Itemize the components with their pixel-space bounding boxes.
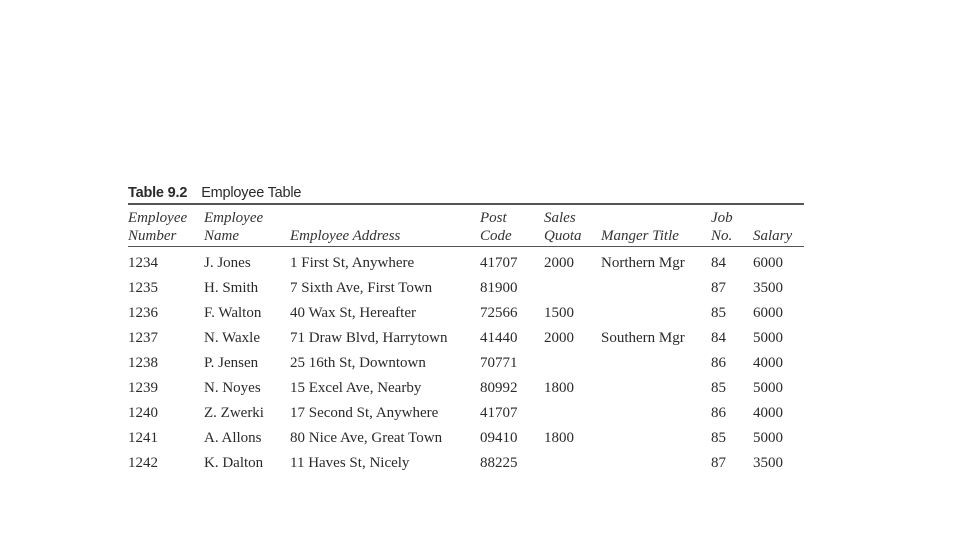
cell-job-no: 86: [711, 405, 726, 421]
column-header-line: Employee Address: [290, 228, 401, 244]
cell-employee-number: 1234: [128, 255, 158, 271]
cell-manager-title: [601, 301, 711, 326]
cell-salary: 6000: [753, 305, 783, 321]
cell-sales-quota: 2000: [544, 255, 574, 271]
cell-sales-quota: [544, 351, 601, 376]
cell-manager-title: [601, 401, 711, 426]
cell-employee-number: 1241: [128, 430, 158, 446]
cell-manager-title: [601, 276, 711, 301]
column-header-employee-name: [204, 205, 290, 247]
employee-table-figure: [128, 184, 804, 476]
cell-post-code: 88225: [480, 455, 518, 471]
cell-employee-number: 1242: [128, 455, 158, 471]
cell-employee-address: 25 16th St, Downtown: [290, 355, 426, 371]
cell-post-code: 70771: [480, 355, 518, 371]
cell-post-code: 81900: [480, 280, 518, 296]
cell-job-no: 84: [711, 255, 726, 271]
table-row: [128, 247, 804, 277]
cell-post-code: 41707: [480, 255, 518, 271]
column-header-line: Employee: [128, 210, 188, 226]
column-header-line: [290, 209, 480, 227]
column-header-line: Salary: [753, 228, 793, 244]
table-caption-number: Table 9.2: [128, 185, 188, 201]
cell-salary: 5000: [753, 430, 783, 446]
cell-job-no: 85: [711, 430, 726, 446]
cell-employee-address: 1 First St, Anywhere: [290, 255, 415, 271]
column-header-employee-number: [128, 205, 204, 247]
cell-employee-address: 71 Draw Blvd, Harrytown: [290, 330, 448, 346]
table-row: [128, 376, 804, 401]
cell-employee-address: 17 Second St, Anywhere: [290, 405, 439, 421]
cell-manager-title: [601, 376, 711, 401]
cell-employee-name: A. Allons: [204, 430, 262, 446]
cell-post-code: 80992: [480, 380, 518, 396]
column-header-line: Job: [711, 210, 733, 226]
column-header-post-code: [480, 205, 544, 247]
table-row: [128, 351, 804, 376]
cell-job-no: 87: [711, 455, 726, 471]
cell-employee-name: K. Dalton: [204, 455, 264, 471]
cell-post-code: 41440: [480, 330, 518, 346]
cell-employee-name: P. Jensen: [204, 355, 259, 371]
cell-employee-name: H. Smith: [204, 280, 259, 296]
table-row: [128, 326, 804, 351]
cell-manager-title: Southern Mgr: [601, 330, 685, 346]
cell-manager-title: Northern Mgr: [601, 255, 685, 271]
cell-employee-address: 15 Excel Ave, Nearby: [290, 380, 422, 396]
cell-employee-address: 7 Sixth Ave, First Town: [290, 280, 433, 296]
table-caption-title: Employee Table: [201, 185, 302, 201]
cell-employee-number: 1240: [128, 405, 158, 421]
cell-post-code: 72566: [480, 305, 518, 321]
cell-salary: 6000: [753, 255, 783, 271]
cell-employee-name: F. Walton: [204, 305, 262, 321]
cell-sales-quota: 1500: [544, 305, 574, 321]
employee-table: [128, 205, 804, 476]
cell-employee-name: J. Jones: [204, 255, 251, 271]
cell-job-no: 87: [711, 280, 726, 296]
cell-job-no: 85: [711, 380, 726, 396]
cell-employee-name: N. Waxle: [204, 330, 261, 346]
table-header: [128, 205, 804, 247]
column-header-sales-quota: [544, 205, 601, 247]
column-header-salary: [753, 205, 804, 247]
cell-employee-address: 40 Wax St, Hereafter: [290, 305, 416, 321]
column-header-line: Manger Title: [601, 228, 679, 244]
cell-employee-number: 1239: [128, 380, 158, 396]
cell-employee-name: N. Noyes: [204, 380, 261, 396]
cell-job-no: 84: [711, 330, 726, 346]
table-row: [128, 276, 804, 301]
cell-employee-name: Z. Zwerki: [204, 405, 264, 421]
cell-employee-number: 1235: [128, 280, 158, 296]
cell-job-no: 85: [711, 305, 726, 321]
cell-salary: 3500: [753, 280, 783, 296]
column-header-line: Number: [128, 228, 177, 244]
cell-manager-title: [601, 426, 711, 451]
table-caption: [128, 184, 804, 202]
cell-salary: 5000: [753, 380, 783, 396]
column-header-line: Employee: [204, 210, 264, 226]
column-header-line: Quota: [544, 228, 582, 244]
column-header-job-no: [711, 205, 753, 247]
cell-post-code: 41707: [480, 405, 518, 421]
column-header-line: Name: [204, 228, 239, 244]
cell-sales-quota: [544, 401, 601, 426]
cell-manager-title: [601, 451, 711, 476]
cell-sales-quota: 2000: [544, 330, 574, 346]
table-body: [128, 247, 804, 477]
cell-salary: 4000: [753, 405, 783, 421]
cell-employee-number: 1237: [128, 330, 158, 346]
column-header-line: [753, 209, 804, 227]
column-header-manager-title: [601, 205, 711, 247]
cell-manager-title: [601, 351, 711, 376]
table-row: [128, 301, 804, 326]
cell-employee-number: 1238: [128, 355, 158, 371]
column-header-line: Sales: [544, 210, 576, 226]
cell-job-no: 86: [711, 355, 726, 371]
cell-sales-quota: 1800: [544, 380, 574, 396]
column-header-line: Post: [480, 210, 507, 226]
column-header-line: No.: [711, 228, 733, 244]
table-row: [128, 401, 804, 426]
cell-employee-address: 11 Haves St, Nicely: [290, 455, 410, 471]
table-header-row: [128, 205, 804, 247]
cell-sales-quota: [544, 276, 601, 301]
column-header-line: [601, 209, 711, 227]
column-header-line: Code: [480, 228, 512, 244]
cell-post-code: 09410: [480, 430, 518, 446]
cell-salary: 3500: [753, 455, 783, 471]
cell-salary: 4000: [753, 355, 783, 371]
cell-sales-quota: 1800: [544, 430, 574, 446]
column-header-employee-address: [290, 205, 480, 247]
cell-employee-number: 1236: [128, 305, 158, 321]
table-row: [128, 426, 804, 451]
cell-sales-quota: [544, 451, 601, 476]
table-row: [128, 451, 804, 476]
cell-salary: 5000: [753, 330, 783, 346]
cell-employee-address: 80 Nice Ave, Great Town: [290, 430, 443, 446]
